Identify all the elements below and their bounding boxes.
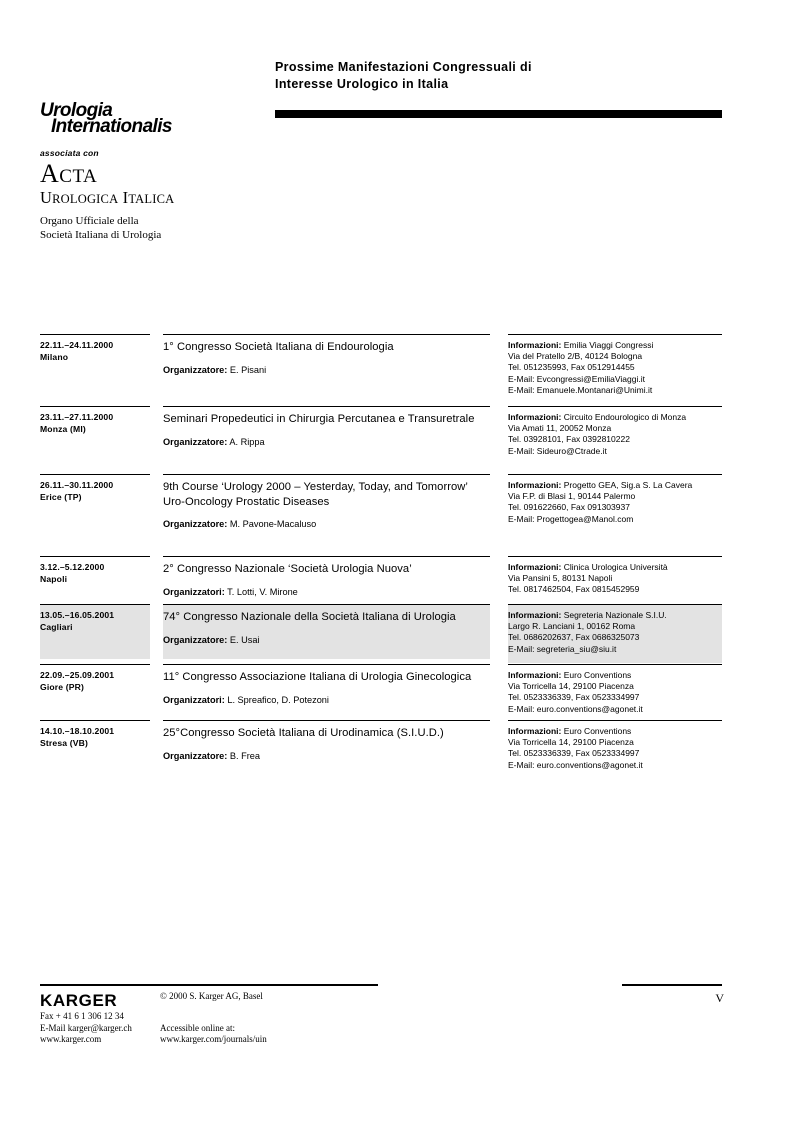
organizer-names: T. Lotti, V. Mirone: [227, 586, 298, 597]
event-title: 9th Course ‘Urology 2000 – Yesterday, Today, and Tomorrow’ Uro-Oncology Prostatic Diseases: [163, 481, 468, 508]
column-gap: [150, 406, 163, 474]
footer-rule-left: [40, 984, 378, 986]
info-organisation: [508, 412, 722, 423]
info-organisation: [508, 480, 722, 491]
info-organisation-name: Segreteria Nazionale S.I.U.: [563, 610, 667, 620]
organizer-label: Organizzatori:: [163, 586, 225, 597]
event-title: Seminari Propedeutici in Chirurgia Percutanea e Transuretrale: [163, 413, 475, 425]
row-info-cell: [508, 664, 722, 715]
info-detail-line: Via Torricella 14, 29100 Piacenza: [508, 681, 634, 692]
row-date-cell: [40, 334, 150, 401]
acta-subtitle-italica: TALICA: [128, 192, 175, 206]
info-label: Informazioni:: [508, 726, 562, 736]
info-organisation-name: Progetto GEA, Sig.a S. La Cavera: [563, 480, 693, 490]
page-number: V: [715, 991, 724, 1005]
organizer-names: L. Spreafico, D. Potezoni: [227, 694, 329, 705]
column-gap: [490, 604, 508, 664]
info-detail-line: Via F.P. di Blasi 1, 90144 Palermo: [508, 491, 636, 502]
row-date-cell: [40, 664, 150, 715]
row-info-cell: [508, 720, 722, 771]
info-detail-line: Via del Pratello 2/B, 40124 Bologna: [508, 351, 643, 362]
organizer-label: Organizzatore:: [163, 634, 228, 645]
event-date: 13.05.–16.05.2001: [40, 610, 115, 620]
info-organisation-name: Emilia Viaggi Congressi: [563, 340, 654, 350]
info-organisation-name: Euro Conventions: [563, 726, 632, 736]
organizer-names: E. Pisani: [229, 364, 267, 375]
event-place: Erice (TP): [40, 491, 82, 502]
event-place: Giore (PR): [40, 681, 84, 692]
journal-logo: [40, 100, 255, 137]
row-title-cell: [163, 406, 490, 469]
info-detail-line: E-Mail: Progettogea@Manol.com: [508, 513, 634, 524]
event-title: 25°Congresso Società Italiana di Urodinamica (S.I.U.D.): [163, 727, 444, 739]
info-detail-line: Tel. 0523336339, Fax 0523334997: [508, 692, 640, 703]
column-gap: [150, 604, 163, 664]
info-organisation-name: Euro Conventions: [563, 670, 632, 680]
event-title: 1° Congresso Società Italiana di Endourologia: [163, 341, 394, 353]
table-row: [40, 556, 722, 604]
organizer-label: Organizzatore:: [163, 519, 228, 529]
acta-subtitle-i: I: [122, 188, 129, 207]
journal-masthead: [40, 100, 255, 242]
row-date-cell: [40, 406, 150, 469]
page-footer: [40, 991, 540, 1044]
info-label: Informazioni:: [508, 340, 562, 350]
column-gap: [490, 720, 508, 776]
row-info-cell: [508, 474, 722, 551]
congress-table: [40, 334, 722, 776]
info-detail-line: E-Mail: Evcongressi@EmiliaViaggi.it: [508, 373, 645, 384]
acta-title: [40, 161, 255, 189]
info-organisation: [508, 670, 722, 681]
info-detail-line: Tel. 051235993, Fax 0512914455: [508, 362, 635, 373]
karger-logo: KARGER: [40, 991, 118, 1010]
table-row: [40, 604, 722, 664]
info-detail-line: Largo R. Lanciani 1, 00162 Roma: [508, 621, 636, 632]
column-gap: [150, 664, 163, 720]
column-gap: [490, 334, 508, 406]
info-detail-line: E-Mail: euro.conventions@agonet.it: [508, 759, 643, 770]
organizer-names: E. Usai: [229, 634, 260, 645]
official-organ-note: [40, 215, 255, 242]
page-header: [275, 59, 725, 93]
event-organizer: [163, 693, 480, 708]
organizer-names: A. Rippa: [229, 436, 265, 447]
column-gap: [150, 556, 163, 604]
info-detail-line: Tel. 0686202637, Fax 0686325073: [508, 632, 640, 643]
info-detail-line: Via Pansini 5, 80131 Napoli: [508, 573, 613, 584]
info-detail-line: Tel. 0817462504, Fax 0815452959: [508, 584, 640, 595]
row-title-cell: [163, 604, 490, 659]
info-organisation: [508, 726, 722, 737]
event-date: 26.11.–30.11.2000: [40, 480, 114, 490]
event-title: 74° Congresso Nazionale della Società Italiana di Urologia: [163, 611, 456, 623]
row-title-cell: [163, 720, 490, 771]
footer-website[interactable]: www.karger.com: [40, 1034, 102, 1044]
event-organizer: [163, 517, 480, 532]
footer-online-access: [160, 1011, 420, 1046]
row-title-cell: [163, 334, 490, 401]
row-date-cell: [40, 556, 150, 599]
info-label: Informazioni:: [508, 480, 562, 490]
row-title-cell: [163, 474, 490, 551]
info-detail-line: E-Mail: Sideuro@Ctrade.it: [508, 445, 607, 456]
table-row: [40, 406, 722, 474]
row-info-cell: [508, 556, 722, 599]
table-row: [40, 720, 722, 776]
organizer-label: Organizzatore:: [163, 750, 228, 761]
organizer-label: Organizzatore:: [163, 364, 228, 375]
row-info-cell: [508, 406, 722, 469]
event-date: 3.12.–5.12.2000: [40, 562, 105, 572]
column-gap: [490, 406, 508, 474]
page-title-line1: Prossime Manifestazioni Congressuali di: [275, 60, 532, 74]
acta-subtitle-urologica: ROLOGICA: [52, 192, 119, 206]
journal-name-line1: Urologia: [40, 100, 113, 121]
event-place: Napoli: [40, 573, 68, 584]
accessible-online-label: Accessible online at:: [160, 1022, 235, 1033]
acta-title-initial: A: [40, 159, 60, 188]
info-label: Informazioni:: [508, 562, 562, 572]
info-detail-line: Tel. 091622660, Fax 091303937: [508, 502, 630, 513]
info-label: Informazioni:: [508, 670, 562, 680]
column-gap: [490, 664, 508, 720]
row-date-cell: [40, 474, 150, 551]
page-title: [275, 59, 725, 93]
row-info-cell: [508, 334, 722, 401]
event-date: 22.11.–24.11.2000: [40, 340, 114, 350]
event-title: 2° Congresso Nazionale ‘Società Urologia Nuova’: [163, 563, 412, 575]
column-gap: [150, 334, 163, 406]
acta-subtitle: [40, 189, 255, 208]
event-date: 14.10.–18.10.2001: [40, 726, 115, 736]
column-gap: [490, 474, 508, 556]
footer-rule-right: [622, 984, 722, 986]
event-title: 11° Congresso Associazione Italiana di Urologia Ginecologica: [163, 671, 472, 683]
event-place: Stresa (VB): [40, 737, 88, 748]
info-organisation: [508, 340, 722, 351]
event-organizer: [163, 749, 480, 764]
organizer-names: B. Frea: [229, 750, 261, 761]
info-detail-line: Tel. 0523336339, Fax 0523334997: [508, 748, 640, 759]
official-organ-line2: Società Italiana di Urologia: [40, 228, 162, 241]
event-place: Cagliari: [40, 621, 73, 632]
event-date: 22.09.–25.09.2001: [40, 670, 115, 680]
info-detail-line: Tel. 03928101, Fax 0392810222: [508, 434, 630, 445]
official-organ-line1: Organo Ufficiale della: [40, 215, 139, 227]
event-date: 23.11.–27.11.2000: [40, 412, 114, 422]
organizer-label: Organizzatore:: [163, 436, 228, 447]
info-detail-line: E-Mail: Emanuele.Montanari@Unimi.it: [508, 384, 653, 395]
row-date-cell: [40, 604, 150, 659]
info-organisation: [508, 610, 722, 621]
column-gap: [490, 556, 508, 604]
acta-subtitle-u: U: [40, 188, 53, 207]
info-organisation: [508, 562, 722, 573]
acta-title-rest: CTA: [59, 166, 98, 187]
event-place: Monza (MI): [40, 423, 86, 434]
journal-name-line2: Internationalis: [51, 116, 172, 137]
event-organizer: [163, 633, 480, 648]
column-gap: [150, 474, 163, 556]
row-title-cell: [163, 556, 490, 599]
event-organizer: [163, 435, 480, 450]
table-row: [40, 664, 722, 720]
info-organisation-name: Clinica Urologica Università: [563, 562, 668, 572]
event-organizer: [163, 363, 480, 378]
footer-fax: Fax + 41 6 1 306 12 34: [40, 1011, 124, 1021]
info-detail-line: Via Amati 11, 20052 Monza: [508, 423, 612, 434]
column-gap: [150, 720, 163, 776]
footer-email: E-Mail karger@karger.ch: [40, 1022, 132, 1033]
page-title-line2: Interesse Urologico in Italia: [275, 77, 449, 91]
row-title-cell: [163, 664, 490, 715]
accessible-online-url[interactable]: www.karger.com/journals/uin: [160, 1034, 267, 1044]
row-date-cell: [40, 720, 150, 771]
footer-contact: [40, 1011, 160, 1046]
info-detail-line: Via Torricella 14, 29100 Piacenza: [508, 737, 634, 748]
associated-with-label: associata con: [40, 148, 99, 158]
table-row: [40, 474, 722, 556]
info-detail-line: E-Mail: euro.conventions@agonet.it: [508, 703, 643, 714]
copyright-notice: © 2000 S. Karger AG, Basel: [160, 991, 263, 1001]
organizer-label: Organizzatori:: [163, 694, 225, 705]
info-organisation-name: Circuito Endourologico di Monza: [563, 412, 687, 422]
event-place: Milano: [40, 351, 69, 362]
event-organizer: [163, 585, 480, 600]
info-detail-line: E-Mail: segreteria_siu@siu.it: [508, 643, 617, 654]
info-label: Informazioni:: [508, 412, 562, 422]
info-label: Informazioni:: [508, 610, 562, 620]
table-row: [40, 334, 722, 406]
organizer-names: M. Pavone-Macaluso: [229, 519, 317, 529]
row-info-cell: [508, 604, 722, 663]
header-rule: [275, 110, 722, 118]
